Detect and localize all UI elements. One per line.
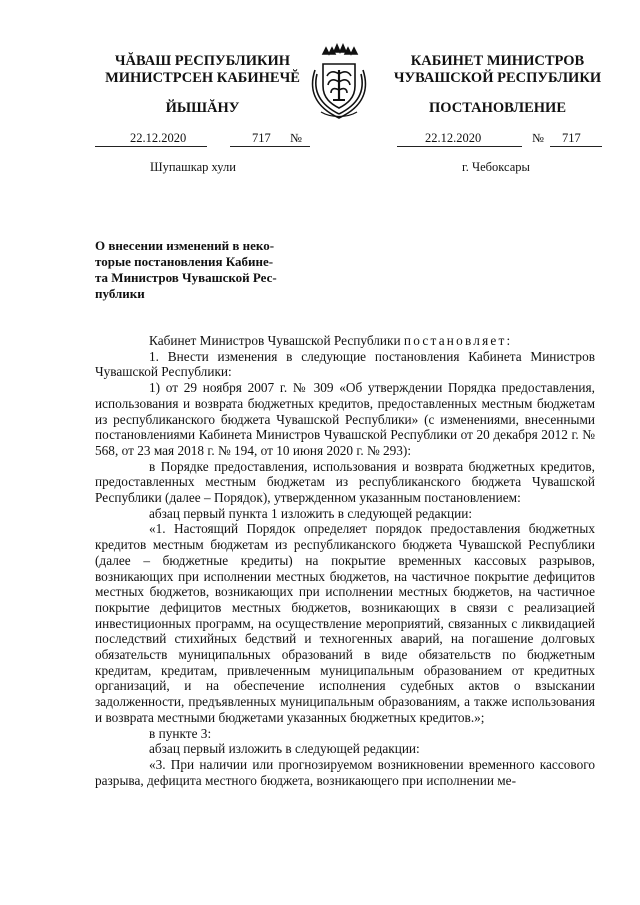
- left-number: 717: [252, 131, 271, 145]
- right-org-line2: ЧУВАШСКОЙ РЕСПУБЛИКИ: [393, 70, 602, 86]
- intro-paragraph: [95, 333, 595, 349]
- right-place: г. Чебоксары: [462, 160, 530, 174]
- document-subject: [95, 238, 325, 302]
- left-doc-type: ЙЫШĂНУ: [165, 100, 240, 116]
- subject-line: та Министров Чувашской Рес-: [95, 270, 277, 285]
- body-paragraph: 1. Внести изменения в следующие постановления Кабинета Министров Чувашской Республики:: [95, 348, 595, 380]
- left-number-sign: №: [290, 131, 302, 145]
- body-paragraph: в пункте 3:: [149, 725, 212, 741]
- left-org-line2: МИНИСТРСЕН КАБИНЕЧĔ: [105, 70, 300, 86]
- right-number-sign: №: [532, 131, 544, 145]
- emblem-icon: [303, 40, 375, 124]
- body-paragraph: «1. Настоящий Порядок определяет порядок предоставления бюджетных кредитов местным бюджетам из республиканского бюджета Чувашской Республики (далее – бюджетные кредиты) на покрытие временных кассовых разрывов, возникающих при исполнении местных бюджетов, на частичное покрытие дефицитов местных бюджетов, возникающих при исполнении местных бюджетов, на частичное покрытие дефицитов местных бюджетов, возникающих в связи с реализацией инвестиционных программ, на осуществление мероприятий, связанных с ликвидацией последствий стихийных бедствий и техногенных аварий, на погашение долговых обязательств муниципальных образований в виде обязательств по бюджетным кредитам, кредитам, привлеченным муниципальным образованием от кредитных организаций, и на обеспечение исполнения судебных актов о взыскании задолженности, предъявленных муниципальным образованиям, а также использования и возврата местными бюджетами указанных бюджетных кредитов.»;: [95, 521, 595, 725]
- left-org-name: [95, 53, 310, 87]
- right-number: 717: [562, 131, 581, 145]
- subject-line: публики: [95, 286, 145, 301]
- left-place: Шупашкар хули: [150, 160, 236, 174]
- body-paragraph: абзац первый изложить в следующей редакции:: [149, 741, 420, 757]
- right-date: 22.12.2020: [425, 131, 482, 145]
- subject-line: торые постановления Кабине-: [95, 254, 274, 269]
- intro-prefix: Кабинет Министров Чувашской Республики: [149, 333, 401, 348]
- right-org-name: [390, 53, 605, 87]
- right-date-underline: [397, 146, 522, 147]
- right-org-line1: КАБИНЕТ МИНИСТРОВ: [410, 53, 585, 69]
- body-paragraph: в Порядке предоставления, использования и возврата бюджетных кредитов, предоставленных местным бюджетам из республиканского бюджета Чувашской Республики (далее – Порядок), утвержденном указанным постановлением:: [95, 458, 595, 506]
- document-body: [95, 333, 595, 788]
- left-org-line1: ЧĂВАШ РЕСПУБЛИКИН: [114, 53, 291, 69]
- subject-line: О внесении изменений в неко-: [95, 238, 275, 253]
- right-number-underline: [550, 146, 602, 147]
- body-paragraph: абзац первый пункта 1 изложить в следующей редакции:: [149, 505, 473, 521]
- intro-decree-word: постановляет:: [403, 333, 513, 348]
- left-date: 22.12.2020: [130, 131, 187, 145]
- body-paragraph: 1) от 29 ноября 2007 г. № 309 «Об утверждении Порядка предоставления, использования и возврата бюджетных кредитов, предоставленных местным бюджетам из республиканского бюджета Чувашской Республики» (с изменениями, внесенными постановлениями Кабинета Министров Чувашской Республики от 20 декабря 2012 г. № 568, от 23 мая 2018 г. № 194, от 10 июня 2020 г. № 293):: [95, 380, 595, 458]
- body-paragraph: «3. При наличии или прогнозируемом возникновении временного кассового разрыва, дефицита местного бюджета, возникающего при исполнении ме-: [95, 756, 595, 788]
- right-doc-type: ПОСТАНОВЛЕНИЕ: [428, 100, 566, 116]
- left-number-underline: [230, 146, 310, 147]
- left-date-underline: [95, 146, 207, 147]
